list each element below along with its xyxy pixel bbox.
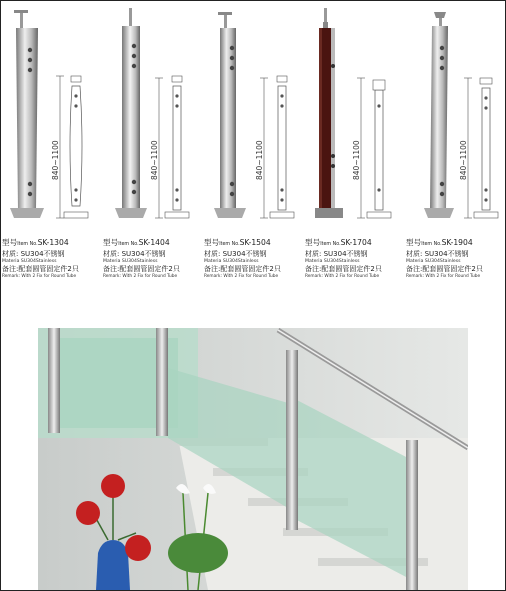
note-value: 配套圆管固定件2只 bbox=[321, 265, 382, 273]
product-card-4 bbox=[303, 0, 404, 300]
material-line bbox=[103, 250, 203, 259]
note-line bbox=[103, 265, 203, 274]
product-card-3 bbox=[202, 0, 303, 300]
material-line bbox=[406, 250, 506, 259]
model-label: 型号 bbox=[406, 238, 422, 247]
note-value: 配套圆管固定件2只 bbox=[422, 265, 483, 273]
product-spec-5 bbox=[406, 238, 506, 280]
material-en-value: SU304Stainless bbox=[424, 259, 461, 264]
model-label: 型号 bbox=[204, 238, 220, 247]
item-no-label: Item No. bbox=[118, 242, 139, 247]
material-value: SU304不锈钢 bbox=[424, 250, 469, 258]
product-spec-4 bbox=[305, 238, 405, 280]
material-en-value: SU304Stainless bbox=[20, 259, 57, 264]
item-no-label: Item No. bbox=[219, 242, 240, 247]
product-spec-1 bbox=[2, 238, 102, 280]
model-label: 型号 bbox=[2, 238, 18, 247]
photo-illustration bbox=[38, 328, 468, 590]
material-en-label: Materia bbox=[406, 259, 424, 264]
material-en-label: Materia bbox=[103, 259, 121, 264]
post-illustration-5 bbox=[404, 6, 505, 234]
material-value: SU304不锈钢 bbox=[20, 250, 65, 258]
material-line bbox=[204, 250, 304, 259]
model-line bbox=[103, 238, 203, 250]
note-label: 备注: bbox=[305, 265, 322, 273]
material-label: 材质: bbox=[103, 250, 120, 258]
model-line bbox=[2, 238, 102, 250]
post-illustration-3 bbox=[202, 6, 303, 234]
model-line bbox=[406, 238, 506, 250]
model-number: SK-1404 bbox=[138, 238, 170, 247]
remark-text: Remark: With 2 Fix for Round Tube bbox=[204, 274, 279, 279]
product-card-1 bbox=[0, 0, 101, 300]
note-value: 配套圆管固定件2只 bbox=[220, 265, 281, 273]
product-card-5 bbox=[404, 0, 505, 300]
staircase-railing-photo bbox=[38, 328, 468, 590]
material-label: 材质: bbox=[305, 250, 322, 258]
material-label: 材质: bbox=[2, 250, 19, 258]
item-no-label: Item No. bbox=[17, 242, 38, 247]
material-en-label: Materia bbox=[204, 259, 222, 264]
item-no-label: Item No. bbox=[320, 242, 341, 247]
note-value: 配套圆管固定件2只 bbox=[119, 265, 180, 273]
remark-text: Remark: With 2 Fix for Round Tube bbox=[2, 274, 77, 279]
material-label: 材质: bbox=[406, 250, 423, 258]
model-line bbox=[204, 238, 304, 250]
note-label: 备注: bbox=[204, 265, 221, 273]
dimension-label: 840~1100 bbox=[255, 140, 264, 180]
dimension-label: 840~1100 bbox=[352, 140, 361, 180]
model-line bbox=[305, 238, 405, 250]
remark-text: Remark: With 2 Fix for Round Tube bbox=[305, 274, 380, 279]
material-line bbox=[2, 250, 102, 259]
material-value: SU304不锈钢 bbox=[222, 250, 267, 258]
note-line bbox=[2, 265, 102, 274]
post-illustration-2 bbox=[101, 6, 202, 234]
remark-text: Remark: With 2 Fix for Round Tube bbox=[406, 274, 481, 279]
material-en-value: SU304Stainless bbox=[323, 259, 360, 264]
material-label: 材质: bbox=[204, 250, 221, 258]
dimension-label: 840~1100 bbox=[150, 140, 159, 180]
model-label: 型号 bbox=[103, 238, 119, 247]
material-value: SU304不锈钢 bbox=[323, 250, 368, 258]
model-number: SK-1504 bbox=[239, 238, 271, 247]
note-value: 配套圆管固定件2只 bbox=[18, 265, 79, 273]
post-illustration-1 bbox=[0, 6, 101, 234]
material-en-value: SU304Stainless bbox=[121, 259, 158, 264]
note-label: 备注: bbox=[406, 265, 423, 273]
material-line bbox=[305, 250, 405, 259]
model-label: 型号 bbox=[305, 238, 321, 247]
note-label: 备注: bbox=[103, 265, 120, 273]
model-number: SK-1904 bbox=[441, 238, 473, 247]
product-spec-3 bbox=[204, 238, 304, 280]
dimension-label: 840~1100 bbox=[459, 140, 468, 180]
note-label: 备注: bbox=[2, 265, 19, 273]
material-en-value: SU304Stainless bbox=[222, 259, 259, 264]
item-no-label: Item No. bbox=[421, 242, 442, 247]
remark-text: Remark: With 2 Fix for Round Tube bbox=[103, 274, 178, 279]
material-en-label: Materia bbox=[2, 259, 20, 264]
post-illustration-4 bbox=[303, 6, 404, 234]
material-value: SU304不锈钢 bbox=[121, 250, 166, 258]
note-line bbox=[406, 265, 506, 274]
model-number: SK-1304 bbox=[37, 238, 69, 247]
product-spec-2 bbox=[103, 238, 203, 280]
material-en-label: Materia bbox=[305, 259, 323, 264]
product-card-2 bbox=[101, 0, 202, 300]
note-line bbox=[305, 265, 405, 274]
note-line bbox=[204, 265, 304, 274]
dimension-label: 840~1100 bbox=[51, 140, 60, 180]
model-number: SK-1704 bbox=[340, 238, 372, 247]
